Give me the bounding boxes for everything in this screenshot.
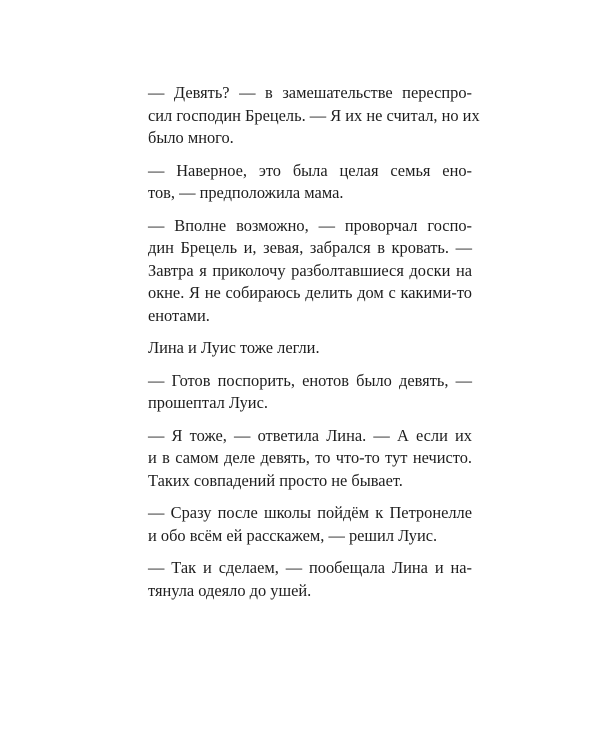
text-line: — Сразу после школы пойдём к Петронелле [148, 503, 472, 522]
text-line: — Наверное, это была целая семья ено- [148, 160, 472, 180]
text-line: Завтра я приколочу разболтавшиеся доски на [148, 260, 472, 280]
text-line: — Я тоже, — ответила Лина. — А если их [148, 425, 472, 445]
text-line: и в самом деле девять, то что-то тут нечисто. [148, 448, 472, 467]
paragraph-7 [132, 502, 472, 547]
text-line: Таких совпадений просто не бывает. [148, 470, 403, 490]
paragraph-8 [132, 557, 472, 602]
text-line: дин Брецель и, зевая, забрался в кровать. — [148, 238, 472, 257]
text-line: енотами. [148, 305, 210, 325]
text-line: и обо всём ей расскажем, — решил Луис. [148, 525, 438, 545]
text-line: было много. [148, 128, 234, 147]
paragraph-2 [132, 160, 472, 205]
text-line: окне. Я не собираюсь делить дом с какими-то [148, 283, 472, 302]
text-line: Лина и Луис тоже легли. [148, 338, 320, 357]
paragraph-6 [132, 425, 472, 493]
text-line: сил господин Брецель. — Я их не считал, но их [148, 105, 480, 125]
page-text [132, 82, 480, 612]
text-line: прошептал Луис. [148, 393, 268, 412]
text-line: — Вполне возможно, — проворчал госпо- [148, 215, 472, 235]
text-line: — Девять? — в замешательстве переспро- [148, 83, 472, 102]
paragraph-3 [132, 215, 472, 328]
paragraph-1 [132, 82, 480, 150]
paragraph-5 [132, 370, 472, 415]
text-line: — Готов поспорить, енотов было девять, — [148, 370, 472, 390]
text-line: тов, — предположила мама. [148, 183, 344, 202]
text-line: — Так и сделаем, — пообещала Лина и на- [148, 558, 472, 577]
paragraph-4 [132, 337, 472, 360]
text-line: тянула одеяло до ушей. [148, 580, 312, 600]
